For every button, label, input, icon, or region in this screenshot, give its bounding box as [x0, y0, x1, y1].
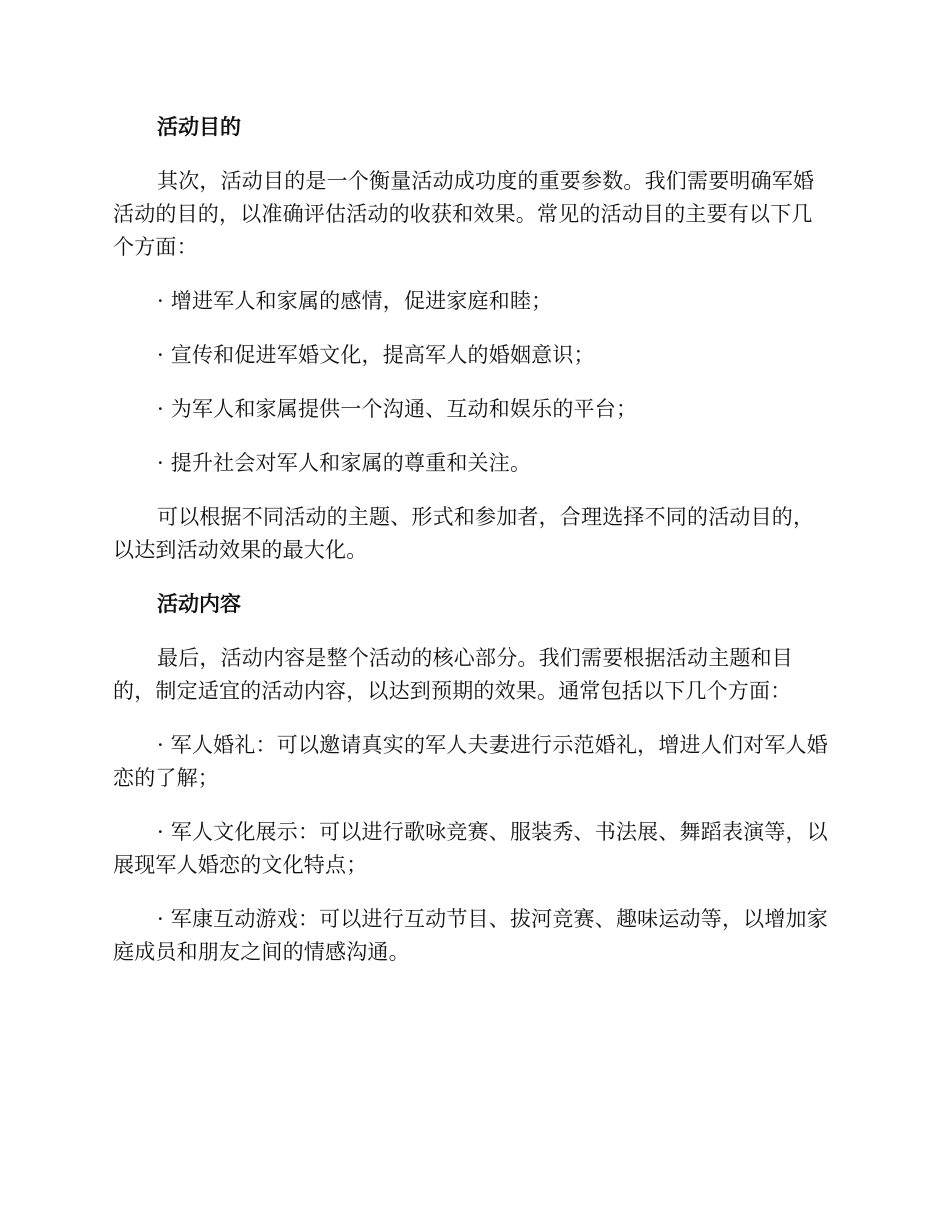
paragraph-purpose-intro: 其次，活动目的是一个衡量活动成功度的重要参数。我们需要明确军婚活动的目的，以准确评估活动的收获和效果。常见的活动目的主要有以下几个方面： — [113, 169, 815, 259]
paragraph-content-intro: 最后，活动内容是整个活动的核心部分。我们需要根据活动主题和目的，制定适宜的活动内容，以达到预期的效果。通常包括以下几个方面： — [113, 646, 793, 703]
bullet-item: · 为军人和家属提供一个沟通、互动和娱乐的平台； — [157, 397, 638, 421]
bullet-item: · 军人文化展示：可以进行歌咏竞赛、服装秀、书法展、舞蹈表演等，以展现军人婚恋的文化特点； — [113, 820, 828, 877]
bullet-item: · 宣传和促进军婚文化，提高军人的婚姻意识； — [157, 343, 595, 367]
bullet-item: · 军人婚礼：可以邀请真实的军人夫妻进行示范婚礼，增进人们对军人婚恋的了解； — [113, 733, 828, 790]
document-body — [113, 111, 833, 969]
bullet-item: · 提升社会对军人和家属的尊重和关注。 — [157, 451, 532, 475]
bullet-item: · 军康互动游戏：可以进行互动节目、拔河竞赛、趣味运动等，以增加家庭成员和朋友之间的情感沟通。 — [113, 907, 828, 964]
section-heading-content: 活动内容 — [157, 592, 241, 616]
bullet-item: · 增进军人和家属的感情，促进家庭和睦； — [157, 289, 553, 313]
paragraph-purpose-summary: 可以根据不同活动的主题、形式和参加者，合理选择不同的活动目的，以达到活动效果的最大化。 — [113, 505, 815, 562]
section-heading-purpose: 活动目的 — [157, 115, 241, 139]
